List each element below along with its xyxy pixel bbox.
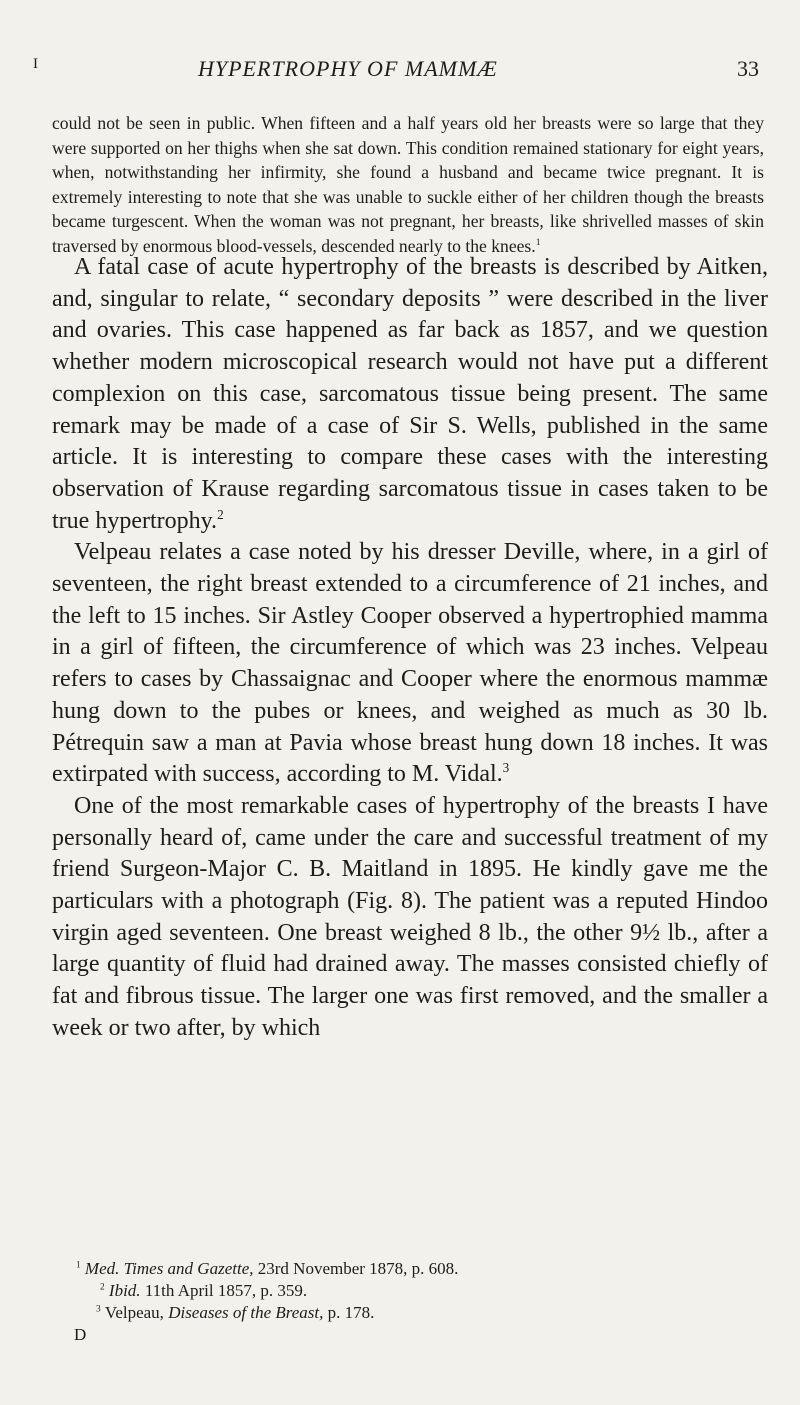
footnote-ref-3: 3 — [502, 760, 510, 776]
footnote-3: $^3$ Velpeau, Diseases of the Breast, p. 178. — [96, 1303, 375, 1322]
footnote-ref-1: 1 — [535, 237, 541, 249]
chapter-number: I — [33, 56, 38, 72]
continued-paragraph-block — [52, 111, 764, 259]
paragraph-velpeau: Velpeau relates a case noted by his dresser Deville, where, in a girl of seventeen, the right breast extended to a circumference of 21 inches, and the left to 15 inches. Sir Astley Cooper observed a hypertrophied mamma in a girl of fifteen, the circumference of which was 23 inches. Velpeau refers to cases by Chassaignac and Cooper where the enormous mammæ hung down to the pubes or knees, and weighed as much as 30 lb. Pétrequin saw a man at Pavia whose breast hung down 18 inches. It was extirpated with success, according to M. Vidal.$^3$ — [52, 539, 768, 788]
paragraph-continued: could not be seen in public. When fifteen and a half years old her breasts were so large that they were supported on her thighs when she sat down. This condition remained stationary for eight years, when, notwithstanding her infirmity, she found a husband and became twice pregnant. It is extremely interesting to note that she was unable to suckle either of her children though the breasts became turgescent. When the woman was not pregnant, her breasts, like shrivelled masses of skin traversed by enormous blood-vessels, descended nearly to the knees.$^1$ — [52, 113, 764, 256]
signature-mark: D — [74, 1325, 87, 1344]
footnote-1: $^1$ Med. Times and Gazette, 23rd November 1878, p. 608. — [76, 1259, 459, 1278]
running-title: HYPERTROPHY OF MAMMÆ — [198, 56, 498, 81]
running-header — [0, 56, 800, 86]
footnote-2: $^2$ Ibid. 11th April 1857, p. 359. — [100, 1281, 308, 1300]
paragraph-maitland: One of the most remarkable cases of hypertrophy of the breasts I have personally heard of, came under the care and successful treatment of my friend Surgeon-Major C. B. Maitland in 1895. He kindly gave me the particulars with a photograph (Fig. 8). The patient was a reputed Hindoo virgin aged seventeen. One breast weighed 8 lb., the other 9½ lb., after a large quantity of fluid had drained away. The masses consisted chiefly of fat and fibrous tissue. The larger one was first removed, and the smaller a week or two after, by which — [52, 792, 768, 1041]
page-number: 33 — [737, 56, 759, 81]
main-text-block — [52, 252, 768, 1045]
paragraph-aitken: A fatal case of acute hypertrophy of the breasts is described by Aitken, and, singular to relate, “ secondary deposits ” were described in the liver and ovaries. This case happened as far back as 1857, and we question whether modern microscopical research would not have put a different complexion on this case, sarcomatous tissue being present. The same remark may be made of a case of Sir S. Wells, published in the same article. It is interesting to compare these cases with the interesting observation of Krause regarding sarcomatous tissue in cases taken to be true hypertrophy.$^2$ — [52, 254, 768, 534]
footnotes — [52, 1258, 768, 1346]
footnote-ref-2: 2 — [217, 506, 224, 522]
